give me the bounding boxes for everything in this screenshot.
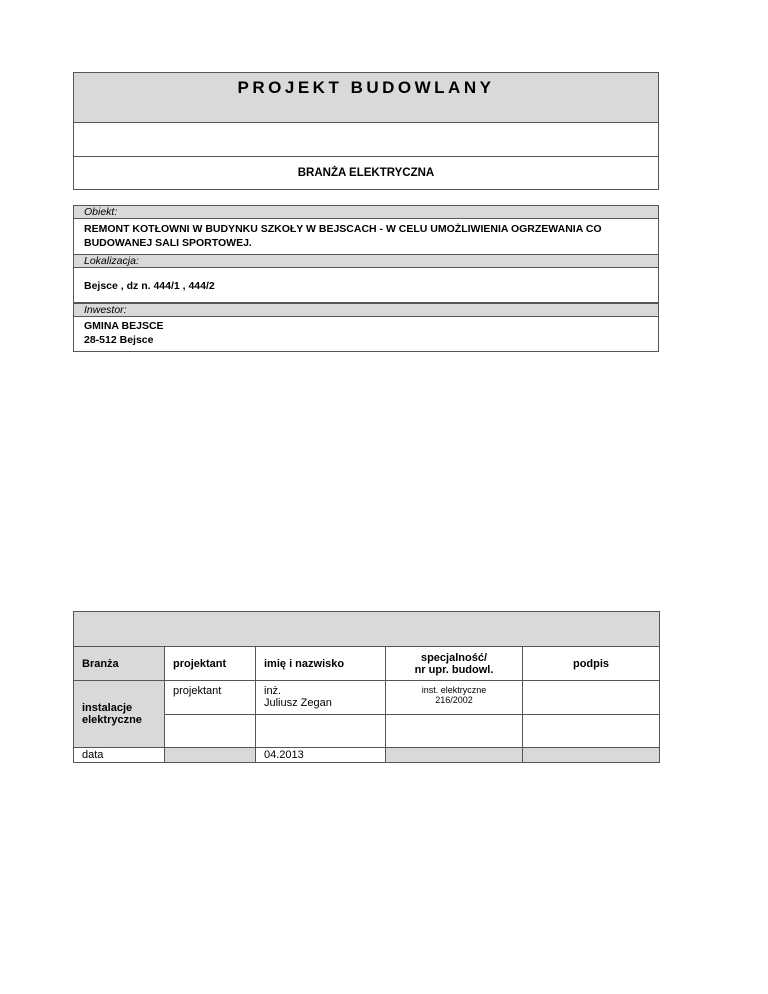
table-header-row [74,647,660,681]
document-title: PROJEKT BUDOWLANY [237,78,495,97]
branch-box [73,156,659,190]
empty-cell [523,748,660,763]
empty-cell [256,715,386,748]
object-line-1: REMONT KOTŁOWNI W BUDYNKU SZKOŁY W BEJSCACH - W CELU UMOŻLIWIENIA OGRZEWANIA CO [84,223,602,235]
object-label: Obiekt: [73,205,659,219]
investor-label: Inwestor: [73,303,659,317]
header-branza: Branża [74,647,165,681]
row-branza-line-1: instalacje [82,702,133,714]
empty-cell [386,715,523,748]
header-spec [386,647,523,681]
header-podpis: podpis [523,647,660,681]
header-projektant: projektant [165,647,256,681]
top-band-cell [74,612,660,647]
investor-value [73,317,659,352]
header-spec-line-2: nr upr. budowl. [414,663,494,676]
table-top-band [74,612,660,647]
empty-row [73,122,659,157]
row-branza [74,681,165,748]
header-name: imię i nazwisko [256,647,386,681]
row-role: projektant [165,681,256,715]
empty-cell [165,715,256,748]
row-spec-line-1: inst. elektryczne [421,685,487,695]
row-name-line-1: inż. [264,685,282,697]
table-row [74,681,660,715]
signature-table [73,611,660,763]
date-label: data [74,748,165,763]
empty-cell [386,748,523,763]
investor-line-2: 28-512 Bejsce [84,334,154,346]
empty-cell [523,715,660,748]
row-spec [386,681,523,715]
object-line-2: BUDOWANEJ SALI SPORTOWEJ. [84,237,252,249]
row-spec-line-2: 216/2002 [435,695,473,705]
location-label: Lokalizacja: [73,254,659,268]
object-value [73,219,659,255]
date-value: 04.2013 [256,748,386,763]
row-name-line-2: Juliusz Zegan [264,697,332,709]
title-box [73,72,659,123]
empty-cell [165,748,256,763]
row-signature [523,681,660,715]
header-spec-line-1: specjalność/ [420,651,488,664]
investor-line-1: GMINA BEJSCE [84,320,164,332]
date-row [74,748,660,763]
location-value: Bejsce , dz n. 444/1 , 444/2 [73,268,659,303]
row-name [256,681,386,715]
branch-title: BRANŻA ELEKTRYCZNA [297,167,435,179]
row-branza-line-2: elektryczne [82,714,142,726]
